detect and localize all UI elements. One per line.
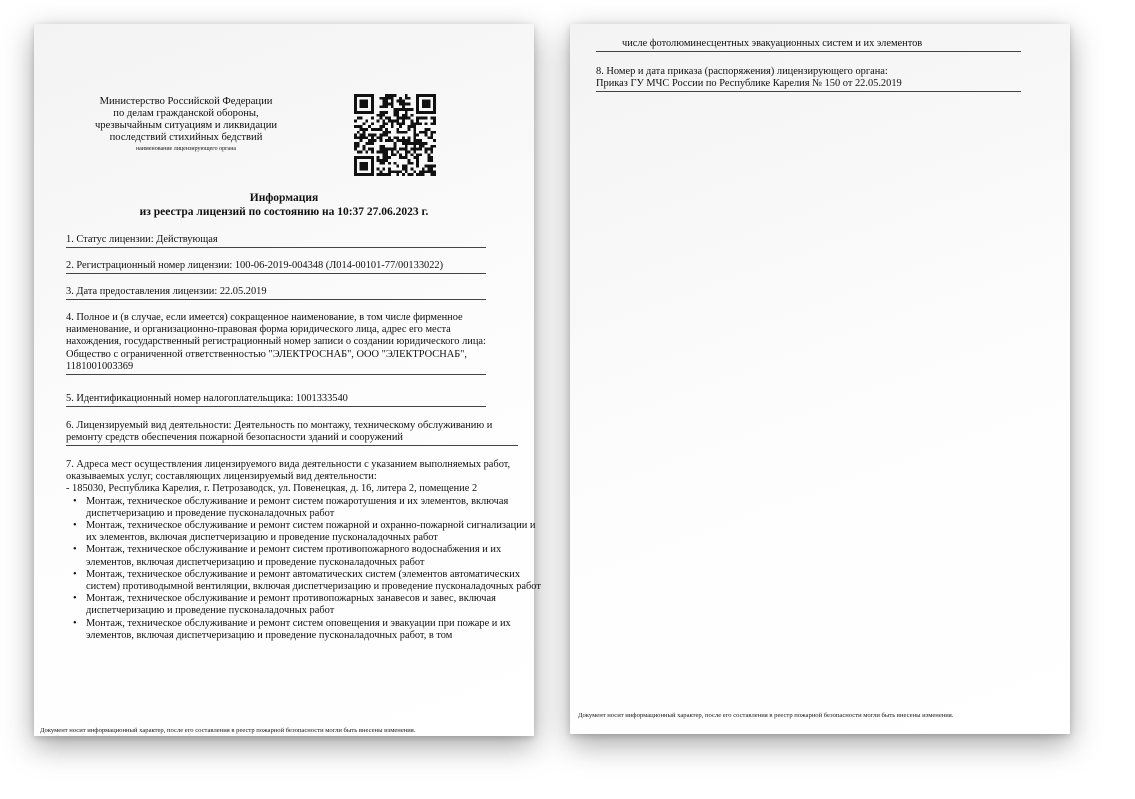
- list-item-text: Монтаж, техническое обслуживание и ремонт автоматических систем (элементов автоматических систем) противодымной вентиляции, включая диспетчеризацию и проведение пусконаладочных работ: [86, 568, 541, 593]
- list-item: [66, 496, 541, 520]
- taxpayer-id-field: 5. Идентификационный номер налогоплательщика: 1001333540: [66, 393, 486, 407]
- bullet-icon: •: [73, 568, 77, 580]
- continuation-text: числе фотолюминесцентных эвакуационных систем и их элементов: [622, 38, 923, 49]
- qr-code-graphic: [354, 94, 436, 176]
- work-list: [66, 496, 541, 642]
- bullet-icon: •: [73, 593, 77, 605]
- licensed-activity-field: 6. Лицензируемый вид деятельности: Деятельность по монтажу, техническому обслуживанию и ремонту средств обеспечения пожарной безопасности зданий и сооружений: [66, 420, 518, 446]
- section-8-label: 8. Номер и дата приказа (распоряжения) лицензирующего органа:: [596, 66, 888, 77]
- document-subtitle: из реестра лицензий по состоянию на 10:37 27.06.2023 г.: [139, 206, 429, 218]
- page-footer-disclaimer: Документ носит информационный характер, после его составления в реестр пожарной безопасности могли быть внесены изменения.: [578, 712, 954, 719]
- list-item: [66, 520, 541, 544]
- bullet-icon: •: [73, 544, 77, 556]
- list-item: [66, 618, 541, 642]
- list-item-text: Монтаж, техническое обслуживание и ремонт систем противопожарного водоснабжения и их элементов, включая диспетчеризацию и проведение пусконаладочных работ: [86, 544, 502, 568]
- document-page-2: [570, 24, 1070, 734]
- issuing-authority: [86, 96, 286, 154]
- bullet-icon: •: [73, 495, 77, 507]
- document-title: Информация: [249, 192, 319, 204]
- order-number-field: Приказ ГУ МЧС России по Республике Карелия № 150 от 22.05.2019: [596, 78, 1021, 92]
- list-item-text: Монтаж, техническое обслуживание и ремонт систем оповещения и эвакуации при пожаре и их элементов, включая диспетчеризацию и проведение пусконаладочных работ, в том: [86, 617, 511, 641]
- document-page-1: [34, 24, 541, 736]
- continuation-line: [596, 38, 1021, 52]
- issue-date-field: 3. Дата предоставления лицензии: 22.05.2019: [66, 286, 486, 300]
- qr-code: [354, 94, 436, 176]
- page-footer-disclaimer: Документ носит информационный характер, после его составления в реестр пожарной безопасности могли быть внесены изменения.: [40, 727, 416, 734]
- authority-line: по делам гражданской обороны,: [113, 108, 259, 119]
- section-7-addresses: [66, 459, 541, 642]
- list-item: [66, 544, 541, 568]
- license-status-field: 1. Статус лицензии: Действующая: [66, 234, 486, 248]
- authority-line: Министерство Российской Федерации: [99, 96, 273, 107]
- list-item-text: Монтаж, техническое обслуживание и ремонт противопожарных занавесов и завес, включая диспетчеризацию и проведение пусконаладочных работ: [86, 593, 496, 617]
- organization-name-field: 4. Полное и (в случае, если имеется) сокращенное наименование, в том числе фирменное наименование, и организационно-правовая форма юридического лица, адрес его места нахождения, государственный регистрационный номер записи о создании юридического лица: Общество с ограниченной ответственностью "ЭЛЕКТРОСНАБ", ООО "ЭЛЕКТРОСНАБ", 1181001003369: [66, 312, 486, 375]
- bullet-icon: •: [73, 520, 77, 532]
- list-item-text: Монтаж, техническое обслуживание и ремонт систем пожарной и охранно-пожарной сигнализации и их элементов, включая диспетчеризацию и проведение пусконаладочных работ: [86, 520, 536, 544]
- registration-number-field: 2. Регистрационный номер лицензии: 100-06-2019-004348 (Л014-00101-77/00133022): [66, 260, 486, 274]
- section-7-intro: 7. Адреса мест осуществления лицензируемого вида деятельности с указанием выполняемых работ, оказываемых услуг, составляющих лицензируемый вид деятельности:: [66, 459, 511, 483]
- list-item: [66, 593, 541, 617]
- authority-caption: наименование лицензирующего органа: [135, 146, 237, 152]
- section-7-address: - 185030, Республика Карелия, г. Петрозаводск, ул. Повенецкая, д. 16, литера 2, помещение 2: [66, 483, 478, 495]
- bullet-icon: •: [73, 617, 77, 629]
- authority-line: последствий стихийных бедствий: [109, 132, 263, 143]
- list-item: [66, 569, 541, 593]
- authority-line: чрезвычайным ситуациям и ликвидации: [94, 120, 278, 131]
- list-item-text: Монтаж, техническое обслуживание и ремонт систем пожаротушения и их элементов, включая диспетчеризацию и проведение пусконаладочных работ: [86, 495, 509, 519]
